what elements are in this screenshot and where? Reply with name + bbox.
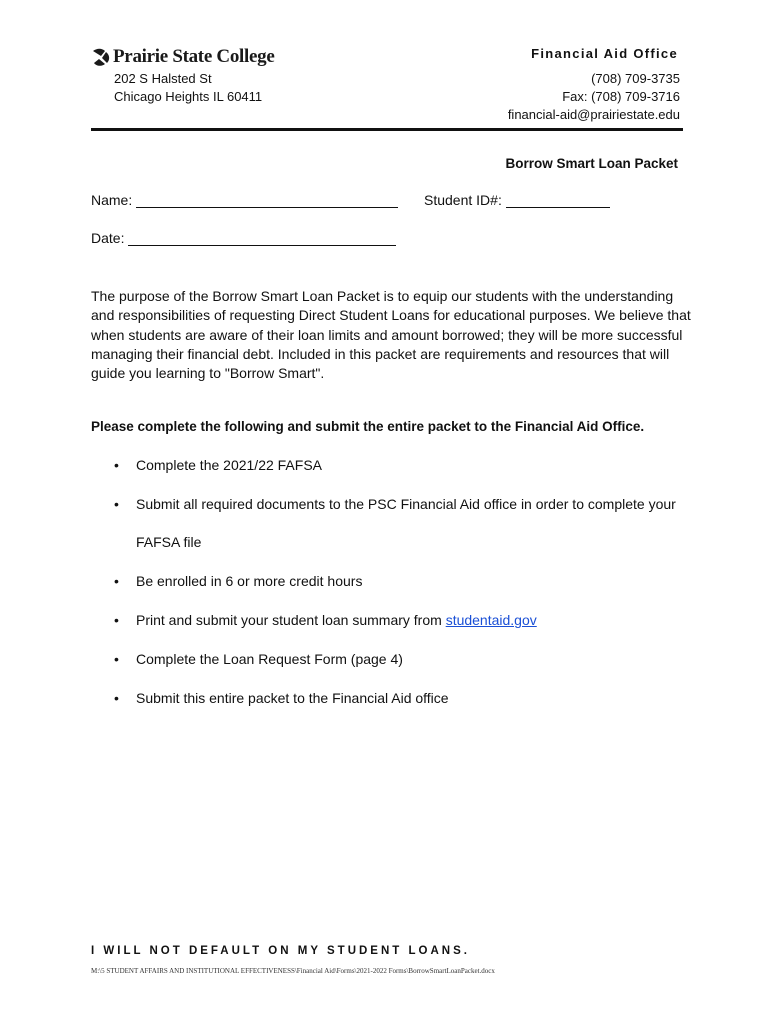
bullet-icon: • [114, 457, 119, 473]
student-id-field[interactable] [424, 192, 610, 208]
list-item [114, 572, 694, 591]
document-title: Borrow Smart Loan Packet [505, 156, 678, 171]
address-line-2: Chicago Heights IL 60411 [114, 89, 263, 104]
fax-number: Fax: (708) 709-3716 [562, 89, 680, 104]
list-item-text-continued: FAFSA file [136, 534, 202, 550]
list-item-text: Be enrolled in 6 or more credit hours [136, 573, 363, 589]
prairie-state-logo-icon [91, 47, 111, 67]
college-address [114, 70, 262, 106]
phone-number: (708) 709-3735 [591, 71, 680, 86]
student-id-label: Student ID#: [424, 192, 502, 208]
studentaid-link[interactable]: studentaid.gov [445, 612, 537, 628]
email-address: financial-aid@prairiestate.edu [507, 107, 680, 122]
bullet-icon: • [114, 573, 119, 589]
bullet-icon: • [114, 690, 119, 706]
list-item [114, 456, 694, 475]
office-title: Financial Aid Office [531, 46, 678, 61]
date-blank-line[interactable] [128, 231, 396, 246]
date-field[interactable] [91, 230, 396, 246]
list-item-text: Complete the 2021/22 FAFSA [136, 457, 322, 473]
file-path: M:\5 STUDENT AFFAIRS AND INSTITUTIONAL EFFECTIVENESS\Financial Aid\Forms\2021-2022 Forms\BorrowSmartLoanPacket.docx [91, 967, 495, 975]
instruction-heading: Please complete the following and submit the entire packet to the Financial Aid Office. [91, 419, 645, 434]
intro-paragraph: The purpose of the Borrow Smart Loan Packet is to equip our students with the understanding and responsibilities of requesting Direct Student Loans for educational purposes. We believe that when students are aware of their loan limits and amount borrowed; they will be more successful managing their financial debt. Included in this packet are requirements and resources that will guide you learning to "Borrow Smart". [91, 288, 691, 382]
student-id-blank-line[interactable] [506, 193, 610, 208]
header-divider [91, 128, 683, 131]
list-item-text: Print and submit your student loan summary from [136, 612, 446, 628]
bullet-icon: • [114, 651, 119, 667]
requirements-list [114, 456, 694, 728]
logo-text: Prairie State College [113, 46, 275, 67]
list-item [114, 611, 694, 630]
list-item-text: Complete the Loan Request Form (page 4) [136, 651, 403, 667]
list-item [114, 650, 694, 669]
list-item-text: Submit this entire packet to the Financial Aid office [136, 690, 449, 706]
contact-info [508, 70, 680, 124]
bullet-icon: • [114, 612, 119, 628]
address-line-1: 202 S Halsted St [114, 71, 212, 86]
list-item [114, 495, 694, 552]
list-item-text: Submit all required documents to the PSC Financial Aid office in order to complete your [136, 496, 676, 512]
name-label: Name: [91, 192, 133, 208]
default-pledge: I WILL NOT DEFAULT ON MY STUDENT LOANS. [91, 945, 470, 957]
college-logo [91, 46, 274, 68]
list-item [114, 689, 694, 708]
name-field[interactable] [91, 192, 398, 208]
bullet-icon: • [114, 496, 119, 512]
date-label: Date: [91, 230, 125, 246]
name-blank-line[interactable] [136, 193, 398, 208]
